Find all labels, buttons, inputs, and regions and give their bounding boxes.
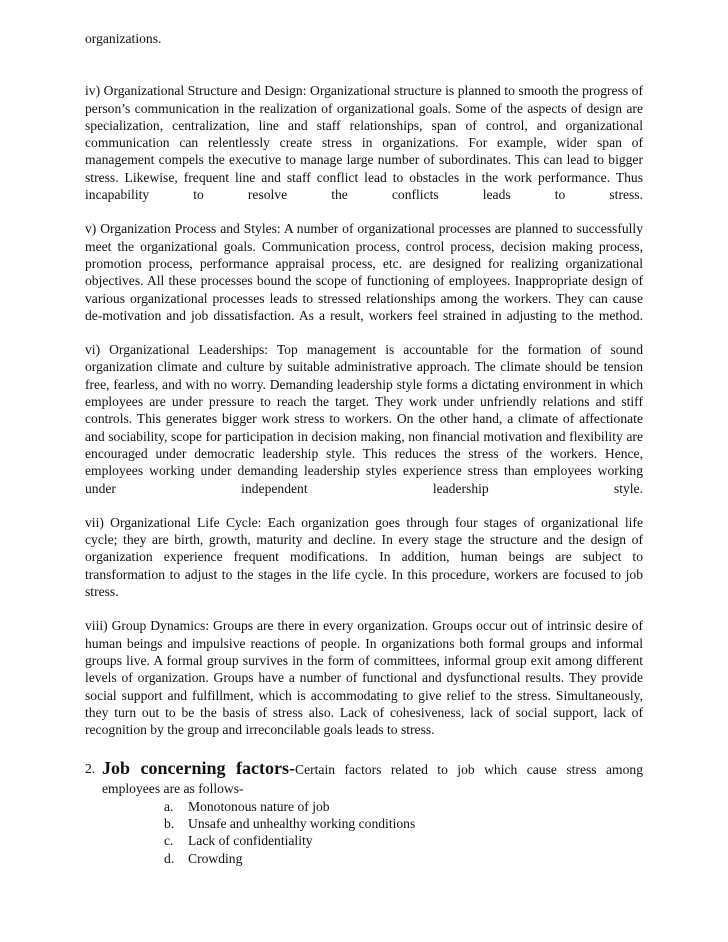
paragraph-process-styles: v) Organization Process and Styles: A number of organizational processes are planned to successfully meet the organizational goals. Communication process, control process, decision making process, promotion process, performance appraisal process, etc. are designed for realizing organizational objectives. All these processes bound the scope of functioning of employees. Inappropriate design of various organizational processes leads to stressed relationships among the workers. They can cause de-motivation and job dissatisfaction. As a result, workers feel strained in adjusting to the method. (85, 221, 643, 323)
item-text-line1: Certain factors related to job which cause stress among (295, 762, 643, 778)
paragraph-structure-design: iv) Organizational Structure and Design: Organizational structure is planned to smooth the progress of person’s communication in the realization of organizational goals. Some of the aspects of design are specialization, centralization, line and staff relationships, span of control, and organizational communication can relentlessly create stress in organizations. For example, wider span of management compels the executive to manage large number of subordinates. This can lead to bigger stress. Likewise, frequent line and staff conflict lead to obstacles in the work performance. Thus incapability to resolve the conflicts leads to stress. (85, 83, 643, 203)
list-letter: b. (164, 815, 175, 831)
document-page (85, 30, 643, 867)
list-item-text: Crowding (188, 850, 243, 866)
numbered-item-job-factors (85, 758, 643, 866)
list-item (164, 798, 643, 815)
list-item-text: Unsafe and unhealthy working conditions (188, 815, 416, 831)
sub-list (102, 798, 643, 867)
list-item (164, 850, 643, 867)
paragraph-life-cycle: vii) Organizational Life Cycle: Each organization goes through four stages of organizational life cycle; they are birth, growth, maturity and decline. In every stage the structure and the design of organization experience frequent modifications. In addition, human beings are subject to transformation to adjust to the stages in the life cycle. In this procedure, workers are focused to job stress. (85, 514, 643, 600)
item-number: 2. (85, 761, 96, 777)
paragraph-leaderships: vi) Organizational Leaderships: Top management is accountable for the formation of sound organization climate and culture by suitable administrative approach. The climate should be tension free, fearless, and with no worry. Demanding leadership style forms a dictating environment in which employees are under pressure to reach the target. They work under unfriendly relations and stiff controls. This generates bigger work stress to workers. On the other hand, a climate of affectionate and sociability, scope for participation in decision making, non financial motivation and flexibility are encouraged under democratic leadership style. This reduces the stress of the workers. Hence, employees working under demanding leadership styles experience stress than employees working under independent leadership style. (85, 342, 643, 496)
list-item-text: Monotonous nature of job (188, 798, 330, 814)
list-item (164, 832, 643, 849)
item-first-line (102, 758, 643, 780)
item-heading: Job concerning factors- (102, 758, 296, 779)
list-item-text: Lack of confidentiality (188, 833, 313, 849)
list-letter: a. (164, 798, 174, 814)
paragraph-group-dynamics: viii) Group Dynamics: Groups are there in every organization. Groups occur out of intrinsic desire of human beings and impulsive reactions of people. In organizations both formal groups and informal groups live. A formal group survives in the form of committees, informal group exit among different levels of organization. Groups have a number of functional and dysfunctional results. They provide social support and fulfillment, which is accommodating to give relief to the stress. Simultaneously, they turn out to be the basis of stress also. Lack of cohesiveness, lack of social support, lack of recognition by the group and irreconcilable goals leads to stress. (85, 618, 643, 738)
list-item (164, 815, 643, 832)
list-letter: d. (164, 850, 175, 866)
intro-fragment: organizations. (85, 31, 162, 46)
list-letter: c. (164, 833, 174, 849)
item-text-line2: employees are as follows- (102, 781, 244, 797)
